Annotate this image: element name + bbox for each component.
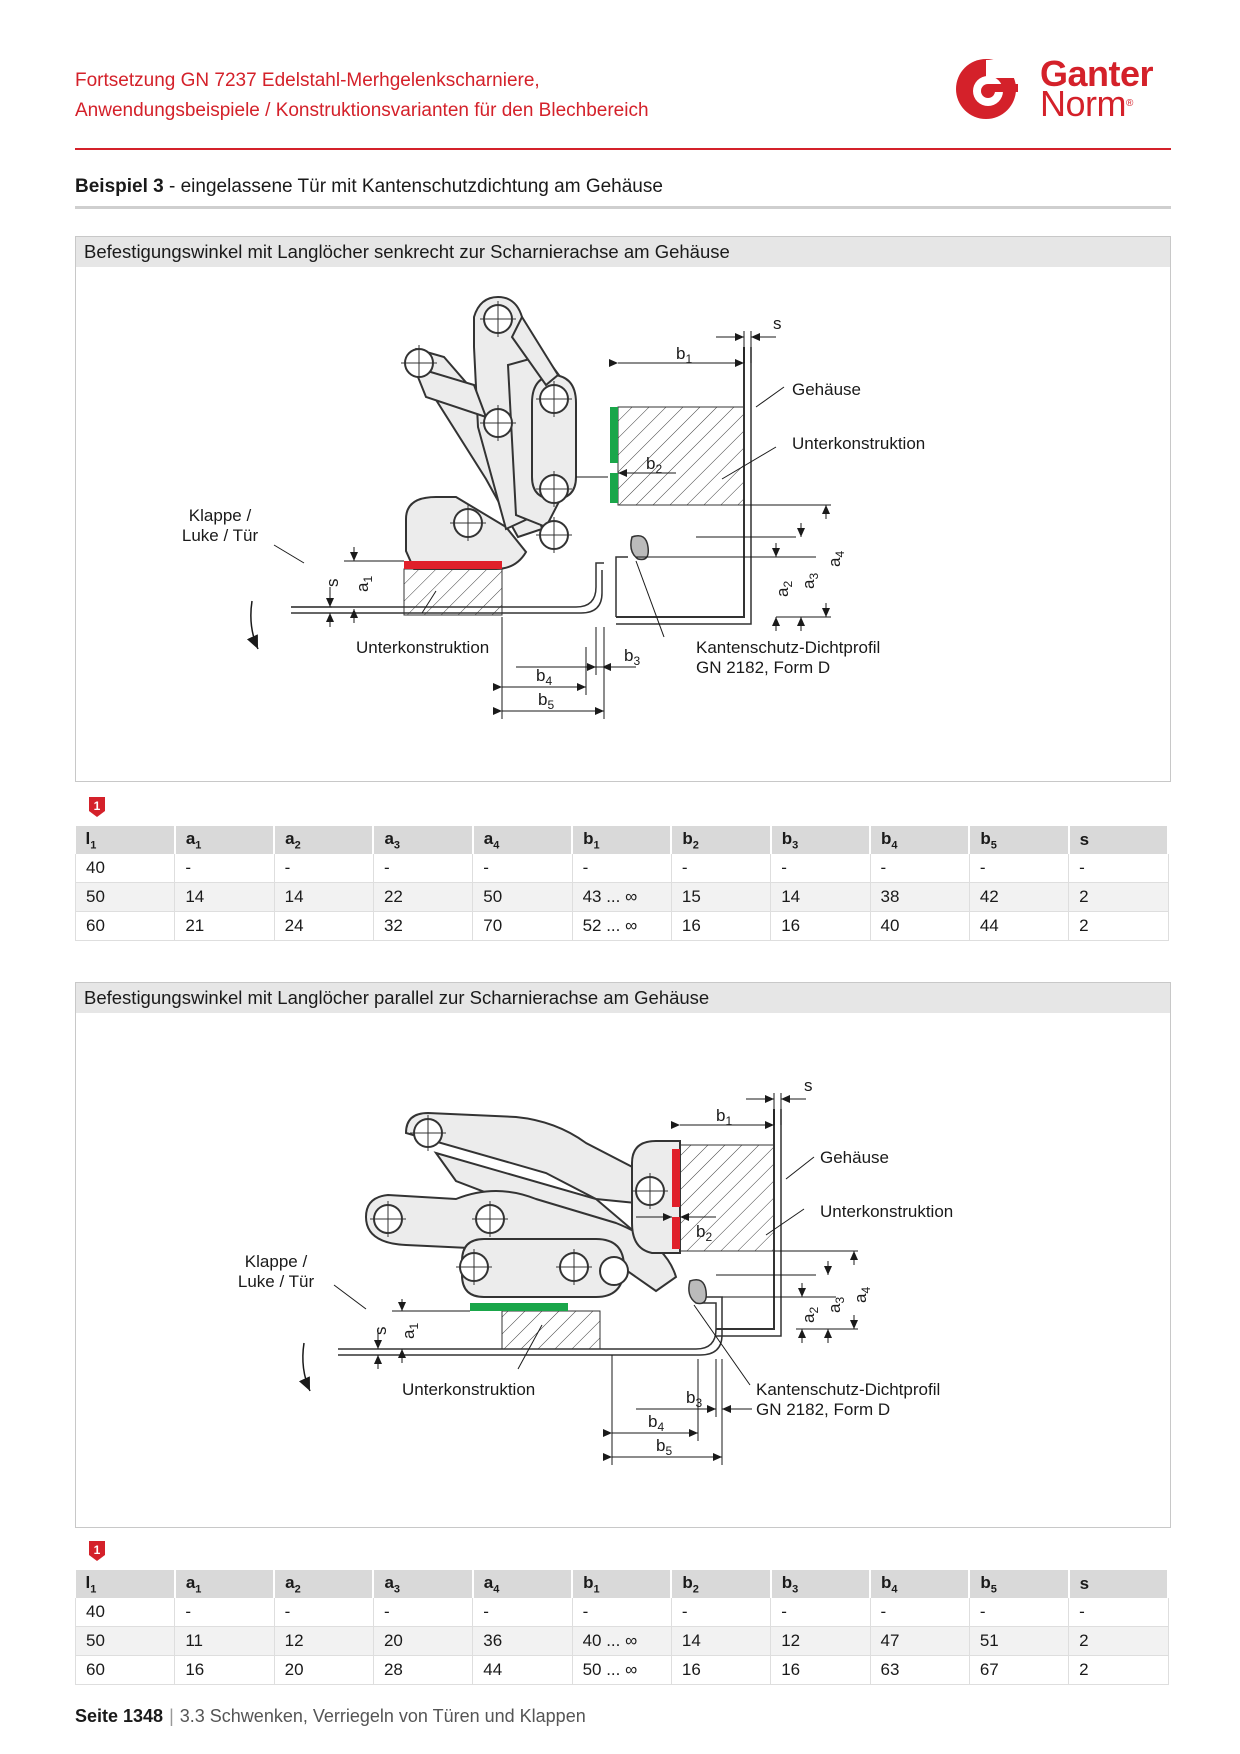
edge-seal-profile — [631, 536, 648, 560]
table-cell: 2 — [1069, 1656, 1168, 1685]
dim-a1: $a_1$ — [353, 575, 375, 592]
table-row — [76, 854, 1169, 883]
dim-b3: $b_3$ — [624, 646, 641, 668]
table-cell: 22 — [373, 883, 472, 912]
label-unterkonstruktion-bottom: Unterkonstruktion — [402, 1380, 536, 1399]
door-substructure-hatch — [404, 569, 502, 615]
table-cell: 40 ... ∞ — [572, 1627, 671, 1656]
table-cell: 11 — [175, 1627, 274, 1656]
section-2-panel — [75, 982, 1171, 1528]
table-cell: - — [1069, 1598, 1168, 1627]
label-klappe-1: Klappe / — [188, 506, 252, 525]
table-cell: 14 — [671, 1627, 770, 1656]
label-kantenschutz-1: Kantenschutz-Dichtprofil — [696, 638, 881, 657]
table-cell: 2 — [1069, 1627, 1168, 1656]
table-cell: 32 — [373, 912, 472, 941]
label-unterkonstruktion-bottom: Unterkonstruktion — [356, 638, 490, 657]
table-cell: 20 — [274, 1656, 373, 1685]
logo-registered-mark: ® — [1126, 98, 1133, 109]
table-cell: - — [274, 1598, 373, 1627]
rotation-arrow — [303, 1343, 310, 1391]
table-cell: 43 ... ∞ — [572, 883, 671, 912]
table-cell: 28 — [373, 1656, 472, 1685]
table-row — [76, 1598, 1169, 1627]
table-cell: 40 — [870, 912, 969, 941]
dim-b4: $b_4$ — [648, 1412, 665, 1434]
hinge-links — [366, 1113, 680, 1297]
column-header: $b_5$ — [969, 1570, 1068, 1598]
table-cell: - — [771, 854, 870, 883]
dim-b4: $b_4$ — [536, 666, 553, 688]
table-cell: - — [771, 1598, 870, 1627]
door-mount-red — [404, 561, 502, 569]
column-header: $a_1$ — [175, 826, 274, 854]
table-cell: 42 — [969, 883, 1068, 912]
table-cell: 16 — [671, 1656, 770, 1685]
table-cell: - — [473, 1598, 572, 1627]
example-title — [75, 176, 663, 198]
table-cell: - — [572, 1598, 671, 1627]
example-title-rest: - eingelassene Tür mit Kantenschutzdichtung am Gehäuse — [163, 176, 663, 197]
svg-text:1: 1 — [93, 799, 101, 813]
label-unterkonstruktion-right: Unterkonstruktion — [792, 434, 926, 453]
table-row — [76, 1627, 1169, 1656]
column-header: $b_5$ — [969, 826, 1068, 854]
housing-substructure-hatch — [680, 1145, 774, 1251]
page-number: Seite 1348 — [75, 1706, 164, 1726]
housing-mount-red-upper — [672, 1149, 680, 1207]
table-cell: 60 — [76, 1656, 175, 1685]
column-header: $a_3$ — [373, 826, 472, 854]
column-header: $a_2$ — [274, 826, 373, 854]
section-1-panel — [75, 236, 1171, 782]
column-header: $a_2$ — [274, 1570, 373, 1598]
table-cell: - — [671, 1598, 770, 1627]
header-title-line2: Anwendungsbeispiele / Konstruktionsvarianten für den Blechbereich — [75, 100, 649, 121]
column-header: $l_1$ — [76, 826, 175, 854]
svg-text:1: 1 — [93, 1543, 101, 1557]
table-cell: 36 — [473, 1627, 572, 1656]
table-cell: 50 — [473, 883, 572, 912]
logo-word-norm: Norm® — [1040, 83, 1133, 124]
column-header: $b_1$ — [572, 1570, 671, 1598]
table-cell: 16 — [671, 912, 770, 941]
table-cell: - — [969, 1598, 1068, 1627]
edge-seal-profile — [689, 1280, 706, 1304]
column-header: s — [1069, 1570, 1168, 1598]
label-kantenschutz-1: Kantenschutz-Dichtprofil — [756, 1380, 941, 1399]
table-cell: - — [373, 854, 472, 883]
table-cell: - — [373, 1598, 472, 1627]
rotation-arrow — [251, 601, 258, 649]
column-header: $b_3$ — [771, 1570, 870, 1598]
section-2-table — [75, 1570, 1169, 1685]
dim-b1: $b_1$ — [676, 344, 693, 366]
dim-a4: $a_4$ — [825, 550, 847, 567]
door-substructure-hatch — [502, 1311, 600, 1349]
column-header: $b_4$ — [870, 826, 969, 854]
housing-mount-green-lower — [610, 473, 618, 503]
table-cell: 44 — [969, 912, 1068, 941]
header-title-line1: Fortsetzung GN 7237 Edelstahl-Merhgelenkscharniere, — [75, 70, 540, 91]
dim-s-top: s — [804, 1076, 813, 1095]
label-kantenschutz-2: GN 2182, Form D — [756, 1400, 891, 1419]
housing-substructure-hatch — [618, 407, 744, 505]
table-cell: 70 — [473, 912, 572, 941]
ganter-norm-logo — [950, 54, 1176, 124]
table-row — [76, 1656, 1169, 1685]
table-cell: 12 — [274, 1627, 373, 1656]
table-cell: 67 — [969, 1656, 1068, 1685]
dim-a4: $a_4$ — [851, 1286, 873, 1303]
section-1-title: Befestigungswinkel mit Langlöcher senkrecht zur Scharnierachse am Gehäuse — [76, 237, 1170, 267]
dim-a1: $a_1$ — [399, 1322, 421, 1339]
label-klappe-2: Luke / Tür — [237, 1272, 315, 1291]
example-divider — [75, 206, 1171, 209]
table-cell: - — [274, 854, 373, 883]
dim-s-left: s — [371, 1326, 390, 1335]
table-cell: - — [175, 1598, 274, 1627]
table-cell: 63 — [870, 1656, 969, 1685]
section-2-diagram — [76, 1013, 1170, 1525]
table-cell: - — [572, 854, 671, 883]
housing-mount-green-upper — [610, 407, 618, 463]
table-cell: 51 — [969, 1627, 1068, 1656]
table-cell: 40 — [76, 854, 175, 883]
section-1-diagram — [76, 267, 1170, 779]
column-header: $b_4$ — [870, 1570, 969, 1598]
table-cell: - — [473, 854, 572, 883]
page-footer — [75, 1706, 586, 1727]
dim-b2: $b_2$ — [646, 454, 663, 476]
dim-a2: $a_2$ — [799, 1306, 821, 1323]
section-1-table — [75, 826, 1169, 941]
table-cell: - — [671, 854, 770, 883]
table-cell: 47 — [870, 1627, 969, 1656]
table-cell: 14 — [175, 883, 274, 912]
dim-b5: $b_5$ — [538, 690, 555, 712]
table-cell: 40 — [76, 1598, 175, 1627]
table-cell: 16 — [771, 1656, 870, 1685]
table-row — [76, 912, 1169, 941]
dim-s-left: s — [323, 578, 342, 587]
door-mount-green — [470, 1303, 568, 1311]
table-cell: 12 — [771, 1627, 870, 1656]
dim-b1: $b_1$ — [716, 1106, 733, 1128]
table-cell: 50 — [76, 883, 175, 912]
dim-a2: $a_2$ — [773, 580, 795, 597]
label-gehaeuse: Gehäuse — [792, 380, 861, 399]
column-header: s — [1069, 826, 1168, 854]
dim-a3: $a_3$ — [825, 1296, 847, 1313]
footer-separator: | — [169, 1706, 174, 1726]
example-title-bold: Beispiel 3 — [75, 176, 164, 197]
column-header: $b_2$ — [671, 826, 770, 854]
column-header: $b_2$ — [671, 1570, 770, 1598]
header-divider — [75, 148, 1171, 150]
table-cell: - — [969, 854, 1068, 883]
table-cell: 20 — [373, 1627, 472, 1656]
table-cell: 50 ... ∞ — [572, 1656, 671, 1685]
table-row — [76, 883, 1169, 912]
chapter-title: 3.3 Schwenken, Verriegeln von Türen und Klappen — [179, 1706, 586, 1726]
table-cell: 2 — [1069, 883, 1168, 912]
table-cell: 24 — [274, 912, 373, 941]
table-cell: 52 ... ∞ — [572, 912, 671, 941]
label-kantenschutz-2: GN 2182, Form D — [696, 658, 831, 677]
label-klappe-1: Klappe / — [244, 1252, 308, 1271]
column-header: $a_4$ — [473, 1570, 572, 1598]
section-2-title: Befestigungswinkel mit Langlöcher parallel zur Scharnierachse am Gehäuse — [76, 983, 1170, 1013]
label-gehaeuse: Gehäuse — [820, 1148, 889, 1167]
column-header: $a_1$ — [175, 1570, 274, 1598]
table-cell: 44 — [473, 1656, 572, 1685]
column-header: $a_4$ — [473, 826, 572, 854]
table-cell: 2 — [1069, 912, 1168, 941]
table-cell: - — [870, 1598, 969, 1627]
table-cell: 14 — [771, 883, 870, 912]
note-marker-icon — [88, 1540, 106, 1562]
table-cell: 38 — [870, 883, 969, 912]
table-cell: 21 — [175, 912, 274, 941]
table-cell: - — [1069, 854, 1168, 883]
column-header: $b_3$ — [771, 826, 870, 854]
label-unterkonstruktion-right: Unterkonstruktion — [820, 1202, 954, 1221]
table-cell: 15 — [671, 883, 770, 912]
table-cell: 60 — [76, 912, 175, 941]
column-header: $a_3$ — [373, 1570, 472, 1598]
dim-a3: $a_3$ — [799, 572, 821, 589]
label-klappe-2: Luke / Tür — [181, 526, 259, 545]
note-marker-icon — [88, 796, 106, 818]
table-cell: 50 — [76, 1627, 175, 1656]
ganter-g-icon — [950, 54, 1030, 124]
table-cell: 16 — [771, 912, 870, 941]
dim-b2: $b_2$ — [696, 1222, 713, 1244]
table-cell: 16 — [175, 1656, 274, 1685]
dim-b3: $b_3$ — [686, 1388, 703, 1410]
table-cell: - — [175, 854, 274, 883]
housing-mount-red-lower — [672, 1217, 680, 1249]
table-cell: - — [870, 854, 969, 883]
table-cell: 14 — [274, 883, 373, 912]
column-header: $l_1$ — [76, 1570, 175, 1598]
column-header: $b_1$ — [572, 826, 671, 854]
dim-s-top: s — [773, 314, 782, 333]
logo-word-ganter: Ganter — [1040, 53, 1154, 94]
dim-b5: $b_5$ — [656, 1436, 673, 1458]
